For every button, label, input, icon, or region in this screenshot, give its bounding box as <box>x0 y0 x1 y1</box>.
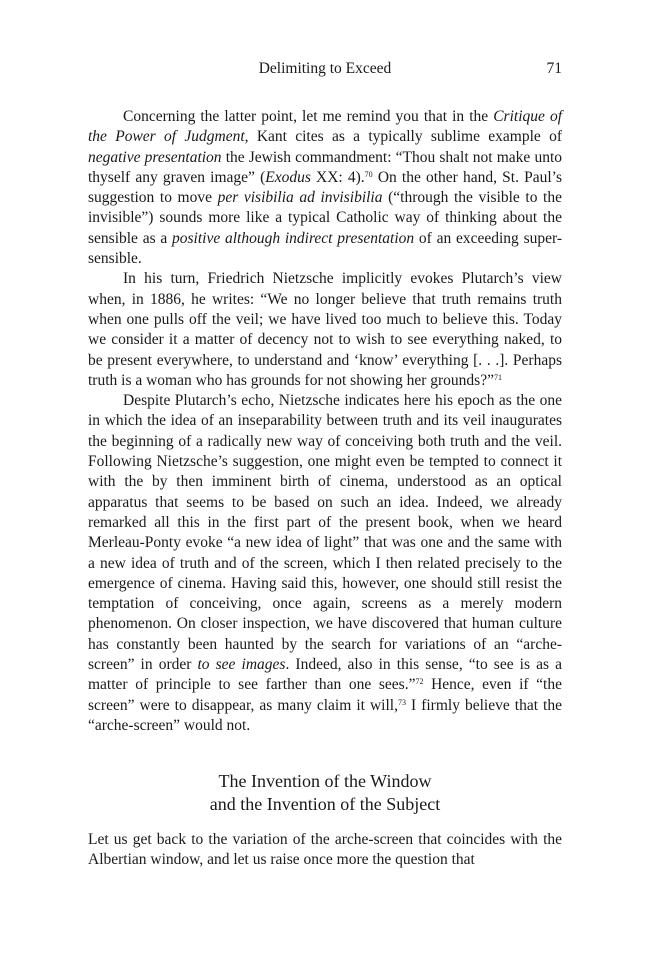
section-heading <box>88 770 562 816</box>
italic-term: positive although indirect presentation <box>172 229 415 247</box>
text-run: Hence, even if “the screen” were to disappear, as many claim it will, <box>88 676 562 714</box>
text-run: (“through the visible to the invisible”) sounds more like a typical Catholic way of thinking about the sensible as a <box>88 189 562 247</box>
italic-latin-phrase: per visibilia ad invisibilia <box>217 189 383 207</box>
text-run: Kant cites as a typically sublime example of <box>248 128 562 146</box>
text-run: Let us get back to the variation of the arche-screen that coincides with the Albertian window, and let us raise once more the question that <box>88 831 562 869</box>
text-run: XX: 4). <box>310 168 365 186</box>
footnote-marker: 72 <box>415 677 424 687</box>
running-title: Delimiting to Exceed <box>258 60 392 77</box>
italic-phrase: to see images <box>197 656 286 674</box>
paragraph <box>88 391 562 736</box>
paragraph <box>88 107 562 269</box>
page-number: 71 <box>546 60 562 77</box>
section-heading-line: The Invention of the Window <box>218 771 432 791</box>
text-run: of an exceeding super-sensible. <box>88 229 562 268</box>
text-run: . Indeed, also in this sense, “to see is as a matter of principle to see farther than one sees.” <box>88 656 562 694</box>
footnote-marker: 73 <box>397 697 406 707</box>
italic-title: Critique of the Power of Judgment, <box>88 108 562 146</box>
text-run: In his turn, Friedrich Nietzsche implicitly evokes Plutarch’s view when, in 1886, he writes: “We no longer believe that truth remains truth when one pulls off the veil; we have lived too much to believe this. Today we consider it a matter of decency not to wish to see everything naked, to be present everywhere, to understand and ‘know’ everything [. . .]. Perhaps truth is a woman who has grounds for not showing her grounds?” <box>88 270 562 389</box>
italic-term: negative presentation <box>88 148 222 166</box>
section-heading-line: and the Invention of the Subject <box>209 794 441 814</box>
paragraph <box>88 269 562 391</box>
text-run: Concerning the latter point, let me remind you that in the <box>123 108 494 125</box>
text-run: the Jewish commandment: “Thou shalt not make unto thyself any graven image” ( <box>88 148 562 186</box>
paragraph <box>88 830 562 871</box>
body-text <box>88 107 562 736</box>
text-run: Despite Plutarch’s echo, Nietzsche indicates here his epoch as the one in which the idea of an inseparability between truth and its veil inaugurates the beginning of a radically new way of conceiving both truth and the veil. Following Nietzsche’s suggestion, one might even be tempted to connect it with the by then imminent birth of cinema, understood as an optical apparatus that seems to be based on such an idea. Indeed, we already remarked all this in the first part of the present book, when we heard Merleau-Ponty evoke “a new idea of light” that was one and the same with a new idea of truth and of the screen, which I then related precisely to the emergence of cinema. Having said this, however, one should still resist the temptation of conceiving, once again, screens as a merely modern phenomenon. On closer inspection, we have discovered that human culture has constantly been haunted by the search for variations of an “arche-screen” in order <box>88 392 562 674</box>
text-run: I firmly believe that the “arche-screen” would not. <box>88 696 562 734</box>
footnote-marker: 70 <box>364 169 373 179</box>
footnote-marker: 71 <box>493 372 502 382</box>
italic-citation: Exodus <box>265 168 311 186</box>
body-text-continued <box>88 830 562 871</box>
text-run: On the other hand, St. Paul’s suggestion to move <box>88 168 562 207</box>
